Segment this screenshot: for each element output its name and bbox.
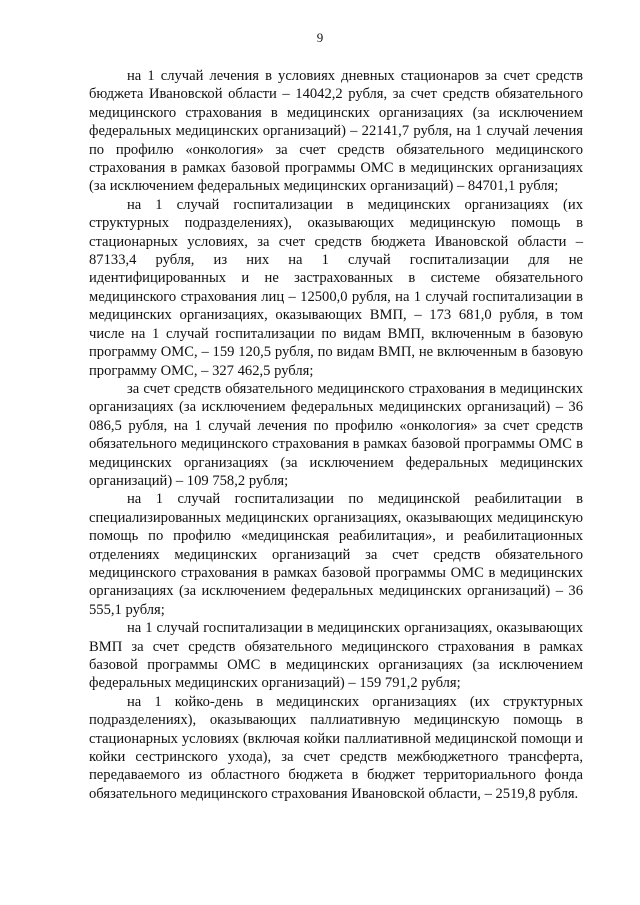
paragraph-oms-treatment-cost: за счет средств обязательного медицинского страхования в медицинских организациях (за исключением федеральных медицинских организаций) – 36 086,5 рубля, на 1 случай лечения по профилю «онкология» за счет средств обязательного медицинского страхования в рамках базовой программы ОМС в медицинских организациях (за исключением федеральных медицинских организаций) – 109 758,2 рубля; — [89, 380, 583, 489]
paragraph-rehabilitation-cost: на 1 случай госпитализации по медицинской реабилитации в специализированных медицинских организациях, оказывающих медицинскую помощь по профилю «медицинская реабилитация», и реабилитационных отделениях медицинских организаций за счет средств обязательного медицинского страхования в рамках базовой программы ОМС в медицинских организациях (за исключением федеральных медицинских организаций) – 36 555,1 рубля; — [89, 491, 583, 618]
paragraph-hospitalization-cost: на 1 случай госпитализации в медицинских организациях (их структурных подразделениях), оказывающих медицинскую помощь в стационарных условиях, за счет средств бюджета Ивановской области – 87133,4 рубля, из них на 1 случай госпитализации для не идентифицированных и не застрахованных в системе обязательного медицинского страхования лиц – 12500,0 рубля, на 1 случай госпитализации в медицинских организациях, оказывающих ВМП, – 173 681,0 рубля, в том числе на 1 случай госпитализации по видам ВМП, включенным в базовую программу ОМС, – 159 120,5 рубля, по видам ВМП, не включенным в базовую программу ОМС, – 327 462,5 рубля; — [89, 196, 583, 379]
paragraph-palliative-bed-day-cost: на 1 койко-день в медицинских организациях (их структурных подразделениях), оказывающих паллиативную медицинскую помощь в стационарных условиях (включая койки паллиативной медицинской помощи и койки сестринского ухода), за счет средств межбюджетного трансферта, передаваемого из областного бюджета в бюджет территориального фонда обязательного медицинского страхования Ивановской области, – 2519,8 рубля. — [89, 693, 583, 802]
paragraph-vmp-cost: на 1 случай госпитализации в медицинских организациях, оказывающих ВМП за счет средств обязательного медицинского страхования в рамках базовой программы ОМС в медицинских организациях (за исключением федеральных медицинских организаций) – 159 791,2 рубля; — [89, 620, 583, 692]
paragraph-day-hospital-cost: на 1 случай лечения в условиях дневных стационаров за счет средств бюджета Ивановской области – 14042,2 рубля, за счет средств обязательного медицинского страхования в медицинских организациях (за исключением федеральных медицинских организаций) – 22141,7 рубля, на 1 случай лечения по профилю «онкология» за счет средств обязательного медицинского страхования в рамках базовой программы ОМС в медицинских организациях (за исключением федеральных медицинских организаций) – 84701,1 рубля; — [89, 68, 583, 195]
document-body — [89, 67, 583, 803]
page-number: 9 — [316, 30, 324, 45]
